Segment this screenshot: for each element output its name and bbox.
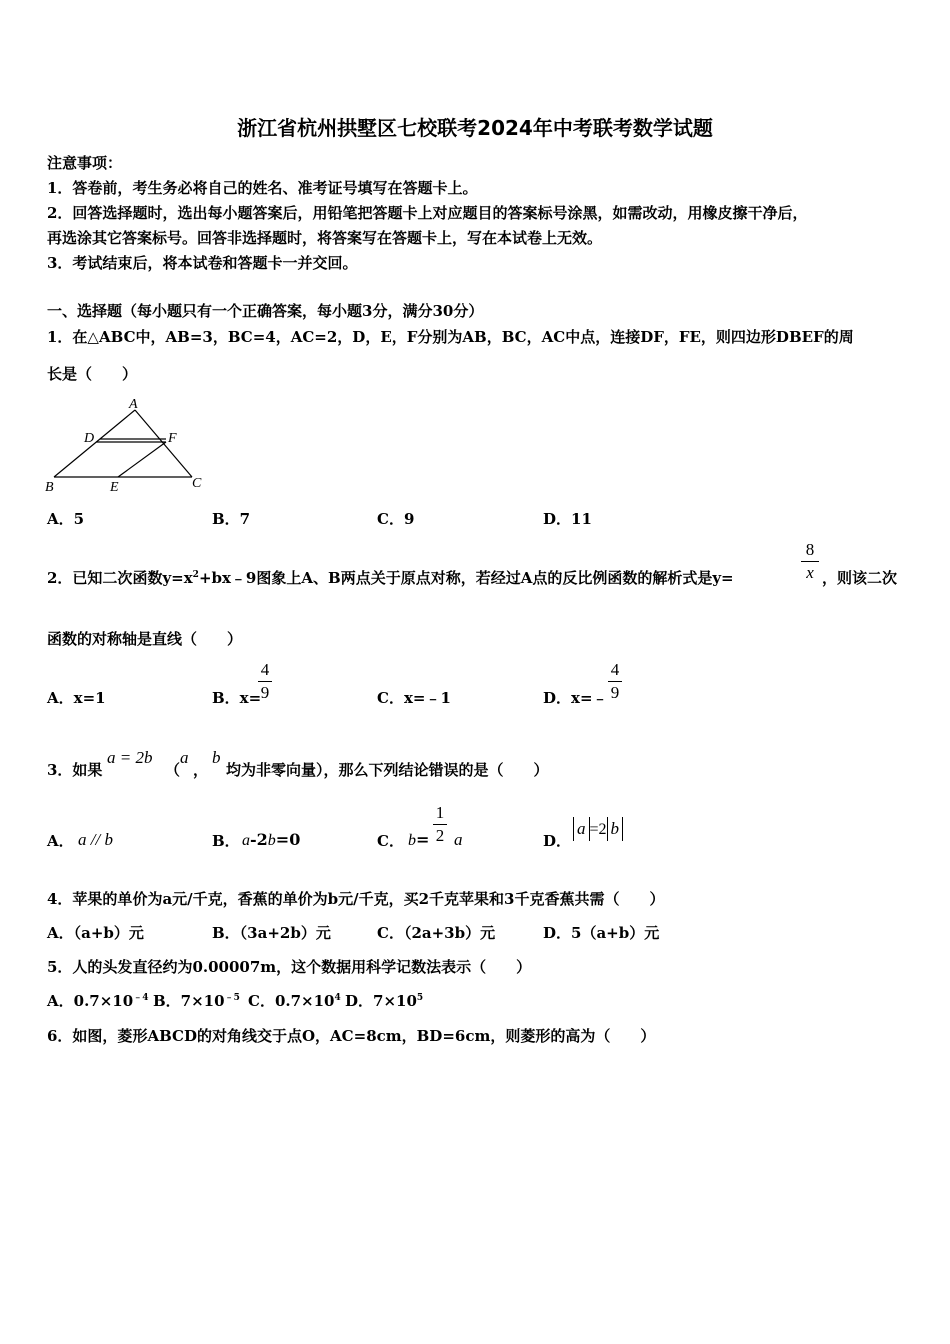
q2-optd-den: 9 xyxy=(610,683,620,702)
q1-option-c: C．9 xyxy=(377,510,415,528)
q3-optb-mid: -2 xyxy=(250,830,268,849)
q4-option-b: B．（3a+2b）元 xyxy=(212,924,331,942)
q3-option-b xyxy=(242,830,300,850)
label-e: E xyxy=(110,480,119,495)
page-title: 浙江省杭州拱墅区七校联考2024年中考联考数学试题 xyxy=(237,116,713,140)
q3-comma: ， xyxy=(193,761,209,779)
q3-expr: a = 2b xyxy=(107,748,153,767)
q5-option-a xyxy=(47,990,148,1011)
q3-optc-b: b xyxy=(408,832,416,849)
segment-fe xyxy=(118,442,166,477)
q2-option-b: B．x= xyxy=(212,689,262,707)
q3-text-pre: 3．如果 xyxy=(47,761,103,779)
q3-vector-a: a xyxy=(180,748,189,767)
q1-option-b: B．7 xyxy=(212,510,251,528)
question-4-text: 4．苹果的单价为a元/千克，香蕉的单价为b元/千克，买2千克苹果和3千克香蕉共需（ ） xyxy=(47,890,665,908)
q2-exponent: 2 xyxy=(192,570,199,580)
q2-option-c: C．x=﹣1 xyxy=(377,689,451,707)
q5-optd-exp: 5 xyxy=(416,993,424,1003)
q1-option-a: A．5 xyxy=(47,510,85,528)
q5-option-b xyxy=(153,990,240,1011)
q5-optb-base: B．7×10 xyxy=(153,992,225,1010)
q5-opta-base: A．0.7×10 xyxy=(47,992,134,1010)
q3-vector-b: b xyxy=(212,748,221,767)
q5-opta-exp: ﹣4 xyxy=(133,993,149,1003)
q5-optc-base: C．0.7×10 xyxy=(248,992,335,1010)
question-1-text: 1．在△ABC中，AB=3，BC=4，AC=2，D，E，F分别为AB，BC，AC中点，连接DF，FE，则四边形DBEF的周 xyxy=(47,328,854,346)
q3-option-c-lhs xyxy=(408,830,429,850)
q5-option-d xyxy=(345,990,423,1011)
q3-text-post: 均为非零向量），那么下列结论错误的是（ ） xyxy=(226,761,549,779)
q5-optd-base: D．7×10 xyxy=(345,992,417,1010)
q3-optb-b: b xyxy=(267,832,276,849)
q2-frac-num: 8 xyxy=(805,540,815,559)
q2-option-d: D．x=﹣ xyxy=(543,689,608,707)
notice-item: 2．回答选择题时，选出每小题答案后，用铅笔把答题卡上对应题目的答案标号涂黑，如需改动，用橡皮擦干净后， xyxy=(47,204,808,222)
q2-option-d-fraction xyxy=(608,661,622,702)
q3-optd-b: b xyxy=(607,817,624,841)
question-1-text-cont: 长是（ ） xyxy=(47,365,138,383)
notice-heading: 注意事项： xyxy=(47,154,123,172)
q5-option-c xyxy=(248,990,341,1011)
label-c: C xyxy=(192,476,202,491)
q1-option-d: D．11 xyxy=(543,510,592,528)
question-6-text: 6．如图，菱形ABCD的对角线交于点O，AC=8cm，BD=6cm，则菱形的高为（ ） xyxy=(47,1027,656,1045)
q2-text-mid: +bx﹣9图象上A、B两点关于原点对称，若经过A点的反比例函数的解析式是y= xyxy=(198,569,734,587)
q3-optc-eq: = xyxy=(416,830,430,849)
q3-optc-a: a xyxy=(454,830,463,849)
notice-item: 3．考试结束后，将本试卷和答题卡一并交回。 xyxy=(47,254,358,272)
q5-optc-exp: 4 xyxy=(334,993,341,1003)
q4-option-c: C．（2a+3b）元 xyxy=(377,924,496,942)
q3-option-d-expr xyxy=(573,817,623,841)
q3-option-a-label: A． xyxy=(47,832,74,850)
q2-optb-num: 4 xyxy=(260,660,270,679)
notice-item: 1．答卷前，考生务必将自己的姓名、准考证号填写在答题卡上。 xyxy=(47,179,478,197)
label-d: D xyxy=(84,431,95,446)
q3-option-c-fraction xyxy=(433,804,447,845)
label-b: B xyxy=(45,480,54,495)
q3-option-d-label: D． xyxy=(543,832,572,850)
q3-paren-open: （ xyxy=(165,761,181,779)
q2-fraction xyxy=(801,541,819,582)
side-ab xyxy=(54,410,135,477)
q2-option-a: A．x=1 xyxy=(47,689,106,707)
q3-optd-a: a xyxy=(573,817,590,841)
q2-text-post: ，则该二次 xyxy=(822,569,898,587)
q3-optc-num: 1 xyxy=(435,803,445,822)
q4-option-a: A．（a+b）元 xyxy=(47,924,144,942)
q2-optd-num: 4 xyxy=(610,660,620,679)
question-5-text: 5．人的头发直径约为0.00007m，这个数据用科学记数法表示（ ） xyxy=(47,958,532,976)
section-heading: 一、选择题（每小题只有一个正确答案，每小题3分，满分30分） xyxy=(47,302,484,320)
notice-item: 再选涂其它答案标号。回答非选择题时，将答案写在答题卡上，写在本试卷上无效。 xyxy=(47,229,603,247)
q2-text-pre: 2．已知二次函数y=x xyxy=(47,569,193,587)
question-2-text-cont: 函数的对称轴是直线（ ） xyxy=(47,630,243,648)
q2-optb-den: 9 xyxy=(260,683,270,702)
q5-optb-exp: ﹣5 xyxy=(224,993,240,1003)
q3-option-a-expr: a // b xyxy=(78,830,113,849)
q3-optd-mid: =2 xyxy=(589,821,607,838)
label-a: A xyxy=(129,397,138,412)
q4-option-d: D．5（a+b）元 xyxy=(543,924,660,942)
question-2-text xyxy=(47,567,734,588)
q3-optb-post: =0 xyxy=(275,830,301,849)
q3-optb-a: a xyxy=(242,832,250,849)
label-f: F xyxy=(168,431,177,446)
q2-frac-den: x xyxy=(806,563,814,582)
triangle-figure xyxy=(40,395,220,497)
q3-optc-den: 2 xyxy=(435,826,445,845)
q2-option-b-fraction xyxy=(258,661,272,702)
q3-option-c-label: C． xyxy=(377,832,404,850)
q3-option-b-label: B． xyxy=(212,832,240,850)
